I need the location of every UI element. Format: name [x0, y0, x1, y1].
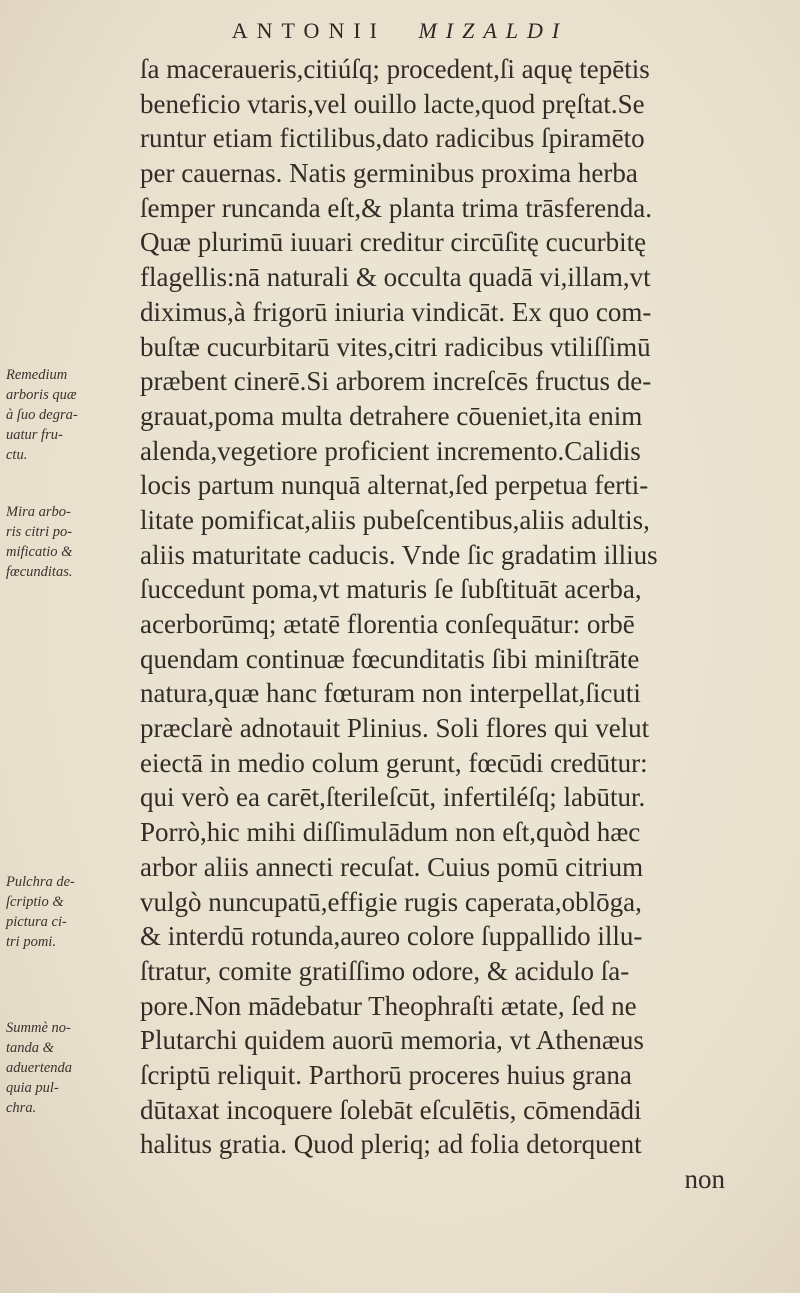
margin-note-line: Remedium [6, 367, 68, 383]
margin-note-line: Summè no- [6, 1020, 71, 1036]
margin-note-line: aduertenda [6, 1060, 73, 1076]
text-line: litate pomificat,aliis pubeſcentibus,aliis adultis, [140, 504, 650, 535]
margin-note-notable [6, 1018, 134, 1118]
margin-note-line: mificatio & [6, 544, 73, 560]
margin-note-line: Pulchra de- [6, 874, 75, 890]
text-line: dūtaxat incoquere ſolebāt eſculētis, cōmendādi [140, 1094, 642, 1125]
margin-note-description [6, 872, 134, 952]
margin-note-line: tri pomi. [6, 934, 56, 950]
text-line: alenda,vegetiore proficient incremento.Calidis [140, 435, 641, 466]
text-line: natura,quæ hanc fœturam non interpellat,ſicuti [140, 678, 641, 709]
text-line: ſtratur, comite gratiſſimo odore, & acidulo ſa- [140, 955, 630, 986]
text-line: Porrò,hic mihi diſſimulādum non eſt,quòd hæc [140, 817, 641, 848]
running-head-author-first: ANTONII [231, 18, 386, 43]
margin-note-line: pictura ci- [6, 914, 67, 930]
text-line: pore.Non mādebatur Theophraſti ætate, ſed ne [140, 990, 637, 1021]
text-line: diximus,à frigorū iniuria vindicāt. Ex quo com- [140, 296, 652, 327]
text-line: præbent cinerē.Si arborem increſcēs fructus de- [140, 366, 652, 397]
text-line: aliis maturitate caducis. Vnde ſic gradatim illius [140, 539, 658, 570]
text-line: flagellis:nā naturali & occulta quadā vi,illam,vt [140, 262, 651, 293]
margin-note-line: ris citri po- [6, 524, 73, 540]
margin-note-fertility [6, 502, 134, 582]
text-line: & interdū rotunda,aureo colore ſuppallido illu- [140, 921, 643, 952]
text-line: locis partum nunquā alternat,ſed perpetua ferti- [140, 470, 649, 501]
text-line: acerborūmq; ætatē florentia conſequātur: orbē [140, 609, 635, 639]
text-line: runtur etiam fictilibus,dato radicibus ſpiramēto [140, 123, 645, 154]
running-head-author-last: MIZALDI [418, 18, 569, 43]
margin-note-line: à ſuo degra- [6, 407, 78, 423]
text-line: buſtæ cucurbitarū vites,citri radicibus vtiliſſimū [140, 331, 651, 362]
margin-note-line: uatur fru- [6, 427, 63, 443]
text-line: ſcriptū reliquit. Parthorū proceres huius grana [140, 1059, 632, 1090]
margin-note-line: fœcunditas. [6, 564, 73, 580]
catchword: non [684, 1164, 725, 1194]
margin-note-line: ſcriptio & [6, 894, 64, 910]
text-line: Plutarchi quidem auorū memoria, vt Athenæus [140, 1025, 644, 1056]
text-line: per cauernas. Natis germinibus proxima herba [140, 158, 638, 189]
text-line: qui verò ea carēt,ſterileſcūt, infertiléſq; labūtur. [140, 782, 646, 813]
text-line: præclarè adnotauit Plinius. Soli flores qui velut [140, 713, 650, 744]
margin-note-line: chra. [6, 1100, 37, 1116]
text-line: quendam continuæ fœcunditatis ſibi miniſtrāte [140, 643, 640, 674]
text-line: beneficio vtaris,vel ouillo lacte,quod pręſtat.Se [140, 88, 645, 119]
margin-note-line: ctu. [6, 447, 28, 463]
margin-note-line: tanda & [6, 1040, 54, 1056]
margin-note-remedy [6, 365, 134, 465]
text-line: grauat,poma multa detrahere cōueniet,ita enim [140, 400, 643, 431]
text-line: ſemper runcanda eſt,& planta trima trāsferenda. [140, 192, 653, 223]
body-text [140, 52, 780, 1197]
text-line: ſa maceraueris,citiúſq; procedent,ſi aquę tepētis [140, 54, 650, 84]
margin-note-line: Mira arbo- [6, 504, 71, 520]
running-head [0, 18, 800, 44]
text-line: arbor aliis annecti recuſat. Cuius pomū citrium [140, 851, 644, 882]
text-line: ſuccedunt poma,vt maturis ſe ſubſtituāt acerba, [140, 574, 642, 605]
margin-note-line: quia pul- [6, 1080, 59, 1096]
text-line: eiectā in medio colum gerunt, fœcūdi credūtur: [140, 747, 648, 778]
text-line: vulgò nuncupatū,effigie rugis caperata,oblōga, [140, 886, 642, 917]
text-line: Quæ plurimū iuuari creditur circūſitę cucurbitę [140, 227, 647, 258]
text-line: halitus gratia. Quod pleriq; ad folia detorquent [140, 1129, 642, 1160]
margin-note-line: arboris quæ [6, 387, 77, 403]
